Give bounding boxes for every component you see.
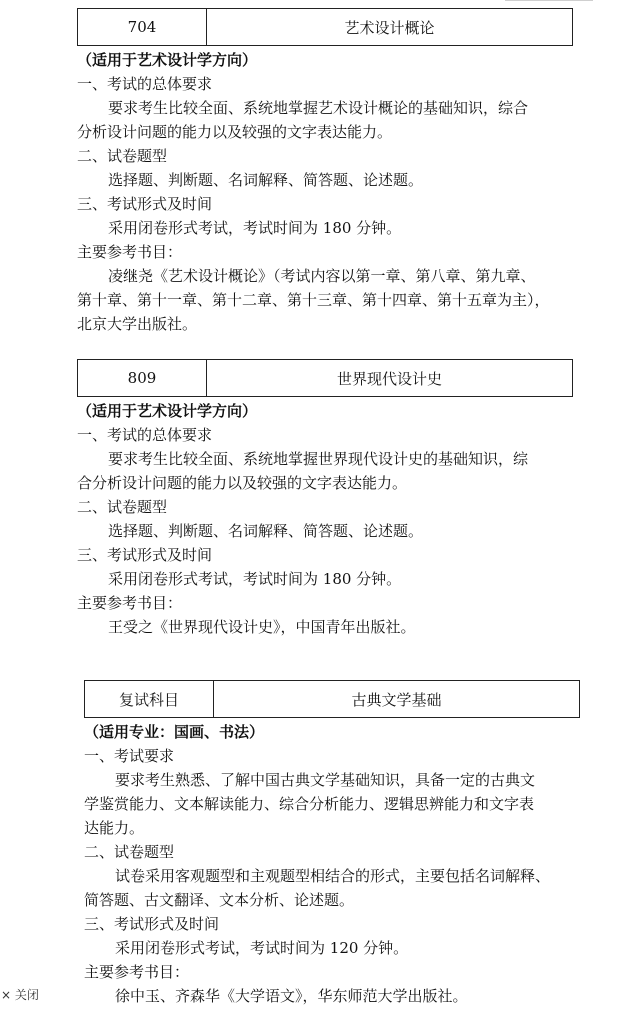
heading-exam-format: 三、考试形式及时间 bbox=[77, 546, 213, 564]
subject-code: 704 bbox=[78, 9, 207, 46]
paragraph-line: 王受之《世界现代设计史》，中国青年出版社。 bbox=[108, 618, 416, 636]
paragraph-line: 徐中玉、齐森华《大学语文》，华东师范大学出版社。 bbox=[115, 987, 468, 1005]
exam-section-classical-literature bbox=[84, 680, 580, 1008]
subject-table bbox=[84, 680, 580, 718]
paragraph-line: 凌继尧《艺术设计概论》（考试内容以第一章、第八章、第九章、 bbox=[108, 267, 536, 285]
subject-name: 艺术设计概论 bbox=[207, 9, 573, 46]
heading-references: 主要参考书目： bbox=[84, 963, 190, 981]
paragraph-line: 简答题、古文翻译、文本分析、论述题。 bbox=[84, 891, 355, 909]
heading-question-types: 二、试卷题型 bbox=[77, 147, 168, 165]
paragraph-line: 合分析设计问题的能力以及较强的文字表达能力。 bbox=[77, 474, 408, 492]
close-label: 关闭 bbox=[14, 988, 39, 1002]
subject-name: 古典文学基础 bbox=[214, 681, 580, 718]
exam-section-809 bbox=[77, 359, 573, 639]
paragraph-line: 要求考生熟悉、了解中国古典文学基础知识，具备一定的古典文 bbox=[115, 771, 536, 789]
subject-code: 809 bbox=[78, 360, 207, 397]
close-icon: × bbox=[1, 988, 12, 1002]
paragraph-line: 采用闭卷形式考试，考试时间为 120 分钟。 bbox=[115, 939, 409, 957]
subject-table bbox=[77, 8, 573, 46]
paragraph-line: 达能力。 bbox=[84, 819, 145, 837]
section-body bbox=[77, 399, 573, 639]
paragraph-line: 要求考生比较全面、系统地掌握艺术设计概论的基础知识，综合 bbox=[108, 99, 529, 117]
paragraph-line: 第十章、第十一章、第十二章、第十三章、第十四章、第十五章为主）， bbox=[77, 291, 550, 309]
top-divider bbox=[505, 0, 593, 1]
heading-requirements: 一、考试要求 bbox=[84, 747, 175, 765]
heading-requirements: 一、考试的总体要求 bbox=[77, 75, 213, 93]
subject-table bbox=[77, 359, 573, 397]
heading-requirements: 一、考试的总体要求 bbox=[77, 426, 213, 444]
heading-references: 主要参考书目： bbox=[77, 594, 183, 612]
paragraph-line: 采用闭卷形式考试，考试时间为 180 分钟。 bbox=[108, 219, 402, 237]
heading-references: 主要参考书目： bbox=[77, 243, 183, 261]
paragraph-line: 学鉴赏能力、文本解读能力、综合分析能力、逻辑思辨能力和文字表 bbox=[84, 795, 535, 813]
applicable-majors: （适用专业：国画、书法） bbox=[84, 723, 265, 741]
paragraph-line: 北京大学出版社。 bbox=[77, 315, 198, 333]
heading-question-types: 二、试卷题型 bbox=[77, 498, 168, 516]
subject-name: 世界现代设计史 bbox=[207, 360, 573, 397]
close-button[interactable] bbox=[1, 986, 39, 1003]
paragraph-line: 采用闭卷形式考试，考试时间为 180 分钟。 bbox=[108, 570, 402, 588]
heading-question-types: 二、试卷题型 bbox=[84, 843, 175, 861]
applicable-direction: （适用于艺术设计学方向） bbox=[77, 402, 258, 420]
applicable-direction: （适用于艺术设计学方向） bbox=[77, 51, 258, 69]
subject-code: 复试科目 bbox=[85, 681, 214, 718]
heading-exam-format: 三、考试形式及时间 bbox=[77, 195, 213, 213]
paragraph-line: 选择题、判断题、名词解释、简答题、论述题。 bbox=[108, 522, 424, 540]
paragraph-line: 要求考生比较全面、系统地掌握世界现代设计史的基础知识，综 bbox=[108, 450, 529, 468]
exam-section-704 bbox=[77, 8, 573, 336]
paragraph-line: 分析设计问题的能力以及较强的文字表达能力。 bbox=[77, 123, 393, 141]
section-body bbox=[77, 48, 573, 336]
paragraph-line: 试卷采用客观题型和主观题型相结合的形式，主要包括名词解释、 bbox=[115, 867, 551, 885]
section-body bbox=[84, 720, 580, 1008]
heading-exam-format: 三、考试形式及时间 bbox=[84, 915, 220, 933]
paragraph-line: 选择题、判断题、名词解释、简答题、论述题。 bbox=[108, 171, 424, 189]
